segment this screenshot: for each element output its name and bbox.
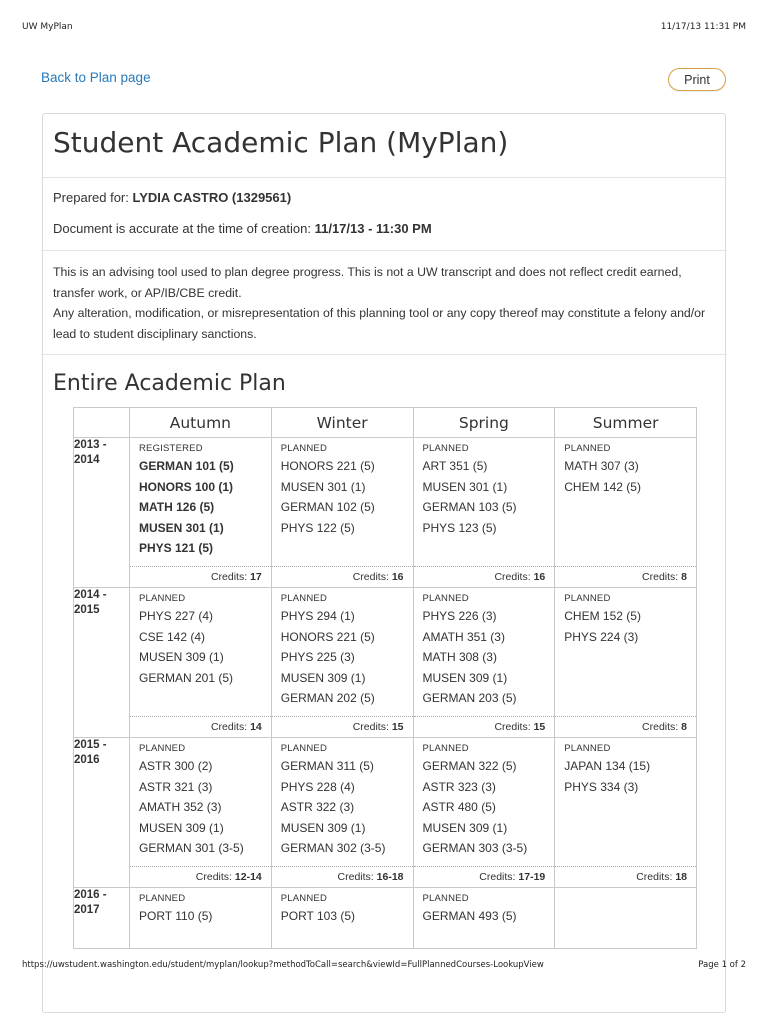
print-header-title: UW MyPlan	[22, 22, 73, 32]
quarter-status: PLANNED	[280, 593, 328, 604]
divider	[43, 250, 725, 251]
quarter-cell	[130, 738, 272, 888]
quarter-courses	[555, 438, 696, 566]
course-item[interactable]: JAPAN 134 (15)	[564, 759, 651, 773]
quarter-status: PLANNED	[422, 893, 469, 904]
quarter-credits	[130, 566, 271, 587]
quarter-cell	[130, 888, 272, 949]
quarter-credits	[272, 566, 413, 587]
course-item[interactable]: PHYS 122 (5)	[280, 520, 355, 535]
quarter-cell	[555, 438, 697, 588]
course-item[interactable]: MUSEN 309 (1)	[280, 670, 366, 685]
course-item[interactable]: PHYS 225 (3)	[280, 650, 355, 664]
course-item[interactable]: PHYS 226 (3)	[422, 609, 497, 623]
table-row	[74, 588, 697, 738]
term-header-winter: Winter	[272, 408, 414, 438]
quarter-cell	[414, 738, 556, 888]
course-item[interactable]: MATH 308 (3)	[422, 650, 497, 664]
course-item[interactable]: GERMAN 493 (5)	[422, 909, 517, 923]
credits-value: 16	[391, 571, 404, 583]
course-item[interactable]: ASTR 300 (2)	[139, 759, 213, 773]
quarter-courses	[414, 888, 555, 948]
accuracy-line	[53, 221, 432, 236]
course-item[interactable]: MATH 126 (5)	[139, 500, 215, 514]
course-item[interactable]: CSE 142 (4)	[139, 629, 206, 644]
course-item[interactable]: PHYS 224 (3)	[564, 629, 639, 644]
print-button[interactable]: Print	[668, 68, 726, 91]
course-item[interactable]: GERMAN 301 (3-5)	[139, 841, 244, 855]
course-item[interactable]: MUSEN 309 (1)	[280, 820, 366, 835]
course-item[interactable]: MATH 307 (3)	[564, 459, 639, 473]
quarter-courses	[272, 738, 413, 866]
course-item[interactable]: PHYS 228 (4)	[280, 779, 355, 794]
term-header-autumn: Autumn	[130, 408, 272, 438]
credits-label: Credits:	[195, 871, 232, 883]
table-row	[74, 438, 697, 588]
course-item[interactable]: AMATH 352 (3)	[139, 800, 222, 814]
quarter-credits	[130, 866, 271, 887]
divider	[43, 354, 725, 355]
quarter-status: PLANNED	[139, 743, 186, 754]
course-item[interactable]: MUSEN 309 (1)	[422, 670, 508, 685]
quarter-courses	[272, 888, 413, 948]
print-footer-page: Page 1 of 2	[698, 960, 746, 970]
course-item[interactable]: CHEM 142 (5)	[564, 479, 641, 494]
quarter-status: PLANNED	[280, 743, 328, 754]
course-item[interactable]: GERMAN 103 (5)	[422, 500, 517, 514]
credits-value: 8	[681, 571, 687, 583]
course-item[interactable]: ART 351 (5)	[422, 459, 488, 473]
credits-value: 16	[533, 571, 546, 583]
created-datetime: 11/17/13 - 11:30 PM	[314, 221, 432, 236]
credits-value: 14	[250, 721, 262, 733]
quarter-courses	[272, 438, 413, 566]
credits-label: Credits:	[642, 721, 679, 733]
quarter-status: PLANNED	[564, 443, 611, 454]
year-label: 2015 - 2016	[74, 738, 130, 888]
quarter-status: PLANNED	[139, 893, 186, 904]
quarter-courses	[130, 588, 271, 716]
credits-label: Credits:	[494, 721, 531, 733]
credits-label: Credits:	[352, 721, 389, 733]
credits-label: Credits:	[210, 721, 248, 733]
credits-value: 17	[250, 571, 262, 583]
accuracy-label: Document is accurate at the time of creation:	[53, 221, 311, 236]
credits-label: Credits:	[642, 571, 679, 583]
quarter-status: PLANNED	[422, 743, 469, 754]
course-item[interactable]: GERMAN 201 (5)	[139, 670, 234, 685]
quarter-cell	[555, 738, 697, 888]
credits-label: Credits:	[210, 571, 248, 583]
course-item[interactable]: PHYS 121 (5)	[139, 541, 214, 555]
credits-label: Credits:	[337, 871, 374, 883]
course-item[interactable]: ASTR 480 (5)	[422, 800, 496, 814]
course-item[interactable]: ASTR 322 (3)	[280, 800, 355, 814]
course-item[interactable]: ASTR 321 (3)	[139, 779, 213, 794]
quarter-courses	[555, 588, 696, 716]
quarter-courses	[414, 588, 555, 716]
quarter-status: PLANNED	[564, 593, 611, 604]
prepared-for-line	[53, 190, 291, 205]
print-header	[22, 22, 746, 34]
quarter-courses	[272, 588, 413, 716]
section-title: Entire Academic Plan	[53, 371, 286, 396]
quarter-status: PLANNED	[280, 893, 328, 904]
course-item[interactable]: PHYS 294 (1)	[280, 609, 355, 623]
quarter-credits	[272, 716, 413, 737]
course-item[interactable]: HONORS 221 (5)	[280, 629, 375, 644]
print-footer-url: https://uwstudent.washington.edu/student/myplan/lookup?methodToCall=search&viewId=FullPlannedCourses-LookupView	[22, 960, 544, 970]
quarter-courses	[414, 438, 555, 566]
course-item[interactable]: CHEM 152 (5)	[564, 609, 641, 623]
back-to-plan-link[interactable]: Back to Plan page	[41, 70, 151, 85]
course-item[interactable]: GERMAN 311 (5)	[280, 759, 374, 773]
course-item[interactable]: PORT 103 (5)	[280, 909, 356, 923]
credits-value: 16-18	[376, 871, 404, 883]
quarter-credits	[555, 566, 696, 587]
quarter-cell	[555, 588, 697, 738]
credits-value: 15	[391, 721, 404, 733]
course-item[interactable]: HONORS 100 (1)	[139, 479, 234, 494]
quarter-courses	[414, 738, 555, 866]
credits-value: 15	[533, 721, 546, 733]
course-item[interactable]: PHYS 123 (5)	[422, 520, 497, 535]
course-item[interactable]: GERMAN 101 (5)	[139, 459, 234, 473]
quarter-courses	[130, 438, 271, 566]
table-row	[74, 888, 697, 949]
quarter-cell	[130, 588, 272, 738]
credits-value: 18	[675, 871, 687, 883]
quarter-courses	[555, 888, 696, 948]
quarter-status: REGISTERED	[139, 443, 203, 454]
term-header-summer: Summer	[555, 408, 697, 438]
course-item[interactable]: PORT 110 (5)	[139, 909, 213, 923]
course-item[interactable]: GERMAN 203 (5)	[422, 691, 517, 705]
course-item[interactable]: AMATH 351 (3)	[422, 629, 505, 644]
credits-label: Credits:	[479, 871, 516, 883]
course-item[interactable]: MUSEN 301 (1)	[139, 520, 224, 535]
disclaimer-line: This is an advising tool used to plan degree progress. This is not a UW transcript and does not reflect credit earned, transfer work, or AP/IB/CBE credit.	[53, 265, 682, 300]
quarter-status: PLANNED	[422, 443, 469, 454]
course-item[interactable]: GERMAN 322 (5)	[422, 759, 517, 773]
quarter-status: PLANNED	[139, 593, 186, 604]
quarter-courses	[130, 888, 271, 948]
year-label: 2014 - 2015	[74, 588, 130, 738]
course-item[interactable]: HONORS 221 (5)	[280, 459, 375, 473]
credits-value: 8	[681, 721, 687, 733]
credits-label: Credits:	[352, 571, 389, 583]
academic-plan-table	[73, 407, 697, 949]
course-item[interactable]: GERMAN 303 (3-5)	[422, 841, 528, 855]
quarter-cell	[272, 438, 414, 588]
quarter-credits	[414, 866, 555, 887]
prepared-for-label: Prepared for:	[53, 190, 129, 205]
quarter-status: PLANNED	[280, 443, 328, 454]
divider	[43, 177, 725, 178]
credits-label: Credits:	[636, 871, 673, 883]
print-header-datetime: 11/17/13 11:31 PM	[660, 22, 746, 32]
year-column-header	[74, 408, 130, 438]
quarter-status: PLANNED	[422, 593, 469, 604]
course-item[interactable]: MUSEN 309 (1)	[422, 820, 508, 835]
year-label: 2013 - 2014	[74, 438, 130, 588]
quarter-credits	[555, 866, 696, 887]
course-item[interactable]: GERMAN 102 (5)	[280, 500, 375, 514]
quarter-credits	[414, 566, 555, 587]
year-label: 2016 - 2017	[74, 888, 130, 949]
quarter-cell	[130, 438, 272, 588]
quarter-status	[564, 892, 687, 906]
academic-plan-panel	[42, 113, 726, 1013]
student-name: LYDIA CASTRO (1329561)	[132, 190, 292, 205]
disclaimer	[53, 262, 713, 344]
quarter-cell	[414, 888, 556, 949]
page-title: Student Academic Plan (MyPlan)	[53, 126, 509, 159]
course-item[interactable]: GERMAN 302 (3-5)	[280, 841, 386, 855]
course-item[interactable]: MUSEN 309 (1)	[139, 820, 224, 835]
credits-value: 12-14	[234, 871, 262, 883]
course-item[interactable]: PHYS 227 (4)	[139, 609, 214, 623]
quarter-status: PLANNED	[564, 743, 611, 754]
quarter-courses	[555, 738, 696, 866]
course-item[interactable]: PHYS 334 (3)	[564, 779, 639, 794]
quarter-credits	[555, 716, 696, 737]
quarter-credits	[414, 716, 555, 737]
course-item[interactable]: MUSEN 301 (1)	[422, 479, 508, 494]
quarter-cell	[272, 588, 414, 738]
term-header-spring: Spring	[414, 408, 556, 438]
disclaimer-line: Any alteration, modification, or misrepresentation of this planning tool or any copy thereof may constitute a felony and/or lead to student disciplinary sanctions.	[53, 306, 706, 341]
credits-value: 17-19	[518, 871, 546, 883]
course-item[interactable]: GERMAN 202 (5)	[280, 691, 375, 705]
quarter-cell	[272, 738, 414, 888]
quarter-credits	[272, 866, 413, 887]
table-row	[74, 738, 697, 888]
course-item[interactable]: ASTR 323 (3)	[422, 779, 496, 794]
credits-label: Credits:	[494, 571, 531, 583]
course-item[interactable]: MUSEN 309 (1)	[139, 650, 224, 664]
quarter-cell	[414, 588, 556, 738]
quarter-courses	[130, 738, 271, 866]
quarter-cell	[272, 888, 414, 949]
table-header-row	[74, 408, 697, 438]
quarter-cell	[555, 888, 697, 949]
quarter-credits	[130, 716, 271, 737]
print-footer	[22, 960, 746, 972]
course-item[interactable]: MUSEN 301 (1)	[280, 479, 366, 494]
quarter-cell	[414, 438, 556, 588]
